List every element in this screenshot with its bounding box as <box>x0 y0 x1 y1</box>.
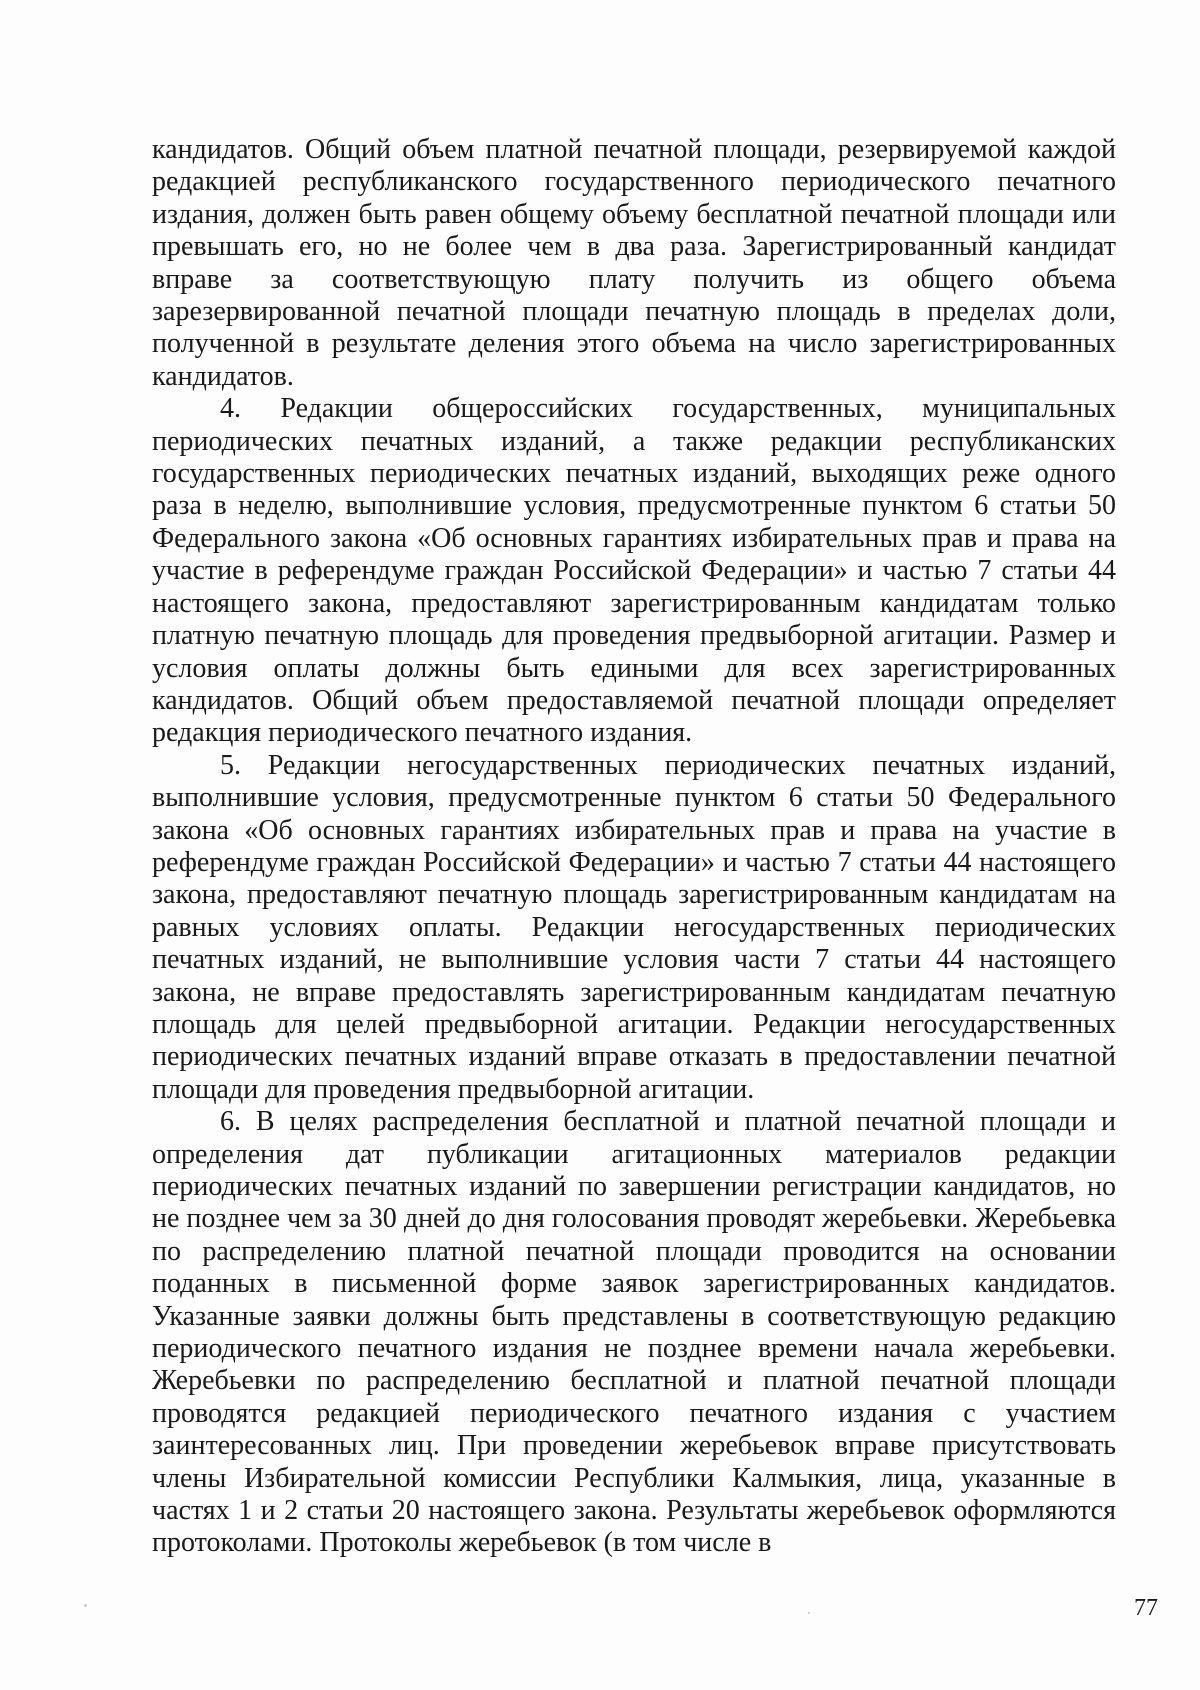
body-text <box>152 134 1116 1560</box>
paragraph-item-6: 6. В целях распределения бесплатной и платной печатной площади и определения дат публикации агитационных материалов редакции периодических печатных изданий по завершении регистрации кандидатов, но не позднее чем за 30 дней до дня голосования проводят жеребьевки. Жеребьевка по распределению платной печатной площади проводится на основании поданных в письменной форме заявок зарегистрированных кандидатов. Указанные заявки должны быть представлены в соответствующую редакцию периодического печатного издания не позднее времени начала жеребьевки. Жеребьевки по распределению бесплатной и платной печатной площади проводятся редакцией периодического печатного издания с участием заинтересованных лиц. При проведении жеребьевок вправе присутствовать члены Избирательной комиссии Республики Калмыкия, лица, указанные в частях 1 и 2 статьи 20 настоящего закона. Результаты жеребьевок оформляются протоколами. Протоколы жеребьевок (в том числе в <box>152 1106 1116 1559</box>
paragraph-continuation: кандидатов. Общий объем платной печатной площади, резервируемой каждой редакцией республиканского государственного периодического печатного издания, должен быть равен общему объему бесплатной печатной площади или превышать его, но не более чем в два раза. Зарегистрированный кандидат вправе за соответствующую плату получить из общего объема зарезервированной печатной площади печатную площадь в пределах доли, полученной в результате деления этого объема на число зарегистрированных кандидатов. <box>152 134 1116 392</box>
page-number: 77 <box>1134 1595 1158 1621</box>
scan-speck <box>808 1612 810 1614</box>
scan-speck <box>84 1604 87 1607</box>
paragraph-item-5: 5. Редакции негосударственных периодических печатных изданий, выполнившие условия, предусмотренные пунктом 6 статьи 50 Федерального закона «Об основных гарантиях избирательных прав и права на участие в референдуме граждан Российской Федерации» и частью 7 статьи 44 настоящего закона, предоставляют печатную площадь зарегистрированным кандидатам на равных условиях оплаты. Редакции негосударственных периодических печатных изданий, не выполнившие условия части 7 статьи 44 настоящего закона, не вправе предоставлять зарегистрированным кандидатам печатную площадь для целей предвыборной агитации. Редакции негосударственных периодических печатных изданий вправе отказать в предоставлении печатной площади для проведения предвыборной агитации. <box>152 749 1116 1105</box>
paragraph-item-4: 4. Редакции общероссийских государственных, муниципальных периодических печатных изданий, а также редакции республиканских государственных периодических печатных изданий, выходящих реже одного раза в неделю, выполнившие условия, предусмотренные пунктом 6 статьи 50 Федерального закона «Об основных гарантиях избирательных прав и права на участие в референдуме граждан Российской Федерации» и частью 7 статьи 44 настоящего закона, предоставляют зарегистрированным кандидатам только платную печатную площадь для проведения предвыборной агитации. Размер и условия оплаты должны быть едиными для всех зарегистрированных кандидатов. Общий объем предоставляемой печатной площади определяет редакция периодического печатного издания. <box>152 393 1116 749</box>
